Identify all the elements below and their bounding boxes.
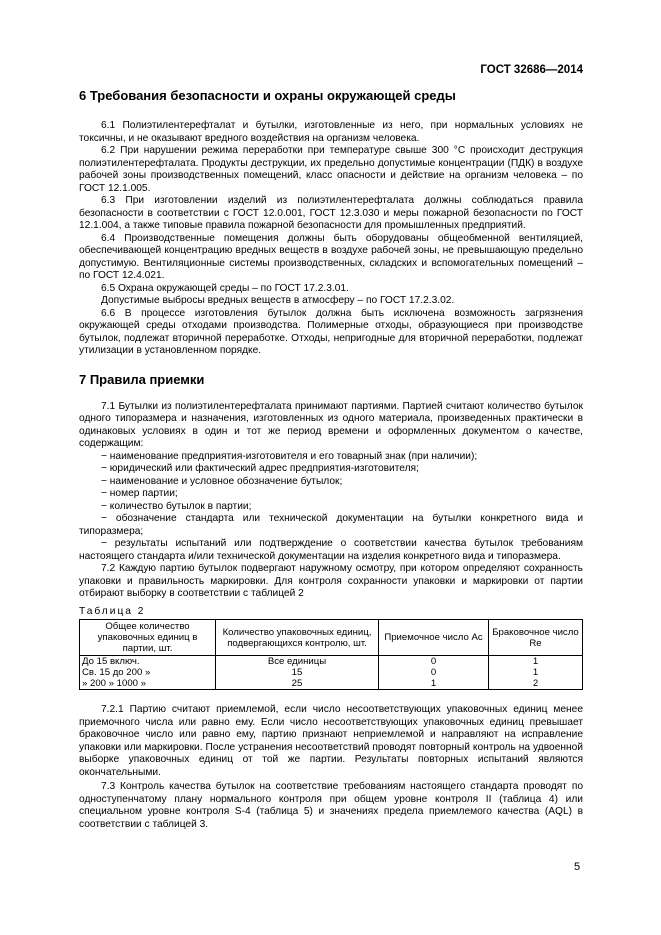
table-cell: 15 xyxy=(216,667,379,678)
table-row xyxy=(80,678,583,690)
header-sample-size: Количество упаковочных единиц, подвергающихся контролю, шт. xyxy=(216,620,379,656)
list-item: − наименование предприятия-изготовителя и его товарный знак (при наличии); xyxy=(101,450,478,462)
section-7-title: 7 Правила приемки xyxy=(79,371,205,387)
list-item: − количество бутылок в партии; xyxy=(101,500,252,512)
dash-marker: − xyxy=(101,488,110,499)
table-caption: Таблица 2 xyxy=(79,605,144,617)
standard-code: ГОСТ 32686—2014 xyxy=(480,64,583,76)
table-row xyxy=(80,667,583,678)
table-cell: 1 xyxy=(489,656,583,668)
table-cell: 1 xyxy=(489,667,583,678)
header-acceptance-number: Приемочное число Ac xyxy=(379,620,489,656)
paragraph-7-1: 7.1 Бутылки из полиэтилентерефталата принимают партиями. Партией считают количество бутылок одного типоразмера и назначения, изготовленных из одного материала, произведенных практически в одинаковых условиях в один и тот же период времени и оформленных документом о качестве, содержащим: xyxy=(79,400,583,449)
section-6-title: 6 Требования безопасности и охраны окружающей среды xyxy=(79,88,456,103)
paragraph-7-2: 7.2 Каждую партию бутылок подвергают наружному осмотру, при котором определяют сохранность упаковки и правильность маркировки. Для контроля сохранности упаковки и маркировки от партии отбирают выборку в соответствии с таблицей 2 xyxy=(79,563,583,599)
header-lot-size: Общее количество упаковочных единиц в партии, шт. xyxy=(80,620,216,656)
paragraph-6-2: 6.2 При нарушении режима переработки при температуре свыше 300 °С происходит деструкция полиэтилентерефталата. Продукты деструкции, их предельно допустимые концентрации (ПДК) в воздухе рабочей зоны производственных помещений, класс опасности и действие на организм человека – по ГОСТ 12.1.005. xyxy=(79,145,583,194)
paragraph-6-6: 6.6 В процессе изготовления бутылок должна быть исключена возможность загрязнения окружающей среды отходами производства. Полимерные отходы, образующиеся при производстве бутылок, подлежат вторичной переработке. Отходы, непригодные для вторичной переработки, подлежат утилизации в установленном порядке. xyxy=(79,307,583,356)
table-cell: 25 xyxy=(216,678,379,690)
paragraph-6-4: 6.4 Производственные помещения должны быть оборудованы общеобменной вентиляцией, обеспечивающей концентрацию вредных веществ в воздухе рабочей зоны, не превышающую предельно допустимую. Вентиляционные системы производственных, складских и вспомогательных помещений – по ГОСТ 12.4.021. xyxy=(79,232,583,281)
dash-marker: − xyxy=(101,513,116,524)
table-cell: До 15 включ. xyxy=(80,656,216,668)
page-number: 5 xyxy=(574,861,581,873)
table-cell: Св. 15 до 200 » xyxy=(80,667,216,678)
dash-marker: − xyxy=(101,475,110,487)
paragraph-7-3: 7.3 Контроль качества бутылок на соответствие требованиям настоящего стандарта проводят по одноступенчатому плану нормального контроля при общем уровне контроля II (таблица 4) или специальном уровне контроля S-4 (таблица 5) и значениях предела приемлемого качества (AQL) в соответствии с таблицей 3. xyxy=(79,781,583,830)
section-6-body xyxy=(79,120,583,358)
table-cell: » 200 » 1000 » xyxy=(80,678,216,690)
table-cell: 0 xyxy=(379,656,489,668)
paragraph-7-2-1: 7.2.1 Партию считают приемлемой, если число несоответствующих упаковочных единиц менее приемочного числа или равно ему. Если число несоответствующих упаковочных единиц превышает браковочное число или равно ему, партию признают неприемлемой и направляют на исправление упаковки или маркировки. После устранения несоответствий проводят повторный контроль на удвоенной выборке упаковочных единиц от той же партии. Результаты повторных испытаний являются окончательными. xyxy=(79,704,583,778)
dash-marker: − xyxy=(101,500,110,512)
dash-marker: − xyxy=(101,450,110,462)
table-row xyxy=(80,656,583,668)
table-cell: Все единицы xyxy=(216,656,379,668)
paragraph-6-5-emissions: Допустимые выбросы вредных веществ в атмосферу – по ГОСТ 17.2.3.02. xyxy=(101,295,455,306)
dash-marker: − xyxy=(101,463,110,474)
table-cell: 0 xyxy=(379,667,489,678)
list-item: − номер партии; xyxy=(101,488,178,499)
list-item: − наименование и условное обозначение бутылок; xyxy=(101,475,343,487)
table-header-row xyxy=(80,620,583,656)
table-cell: 2 xyxy=(489,678,583,690)
paragraph-6-5: 6.5 Охрана окружающей среды – по ГОСТ 17.2.3.01. xyxy=(101,282,349,294)
quality-document-list xyxy=(79,451,583,564)
header-rejection-number: Браковочное число Re xyxy=(489,620,583,656)
paragraph-6-1: 6.1 Полиэтилентерефталат и бутылки, изготовленные из него, при нормальных условиях не токсичны, и не оказывают вредного воздействия на организм человека. xyxy=(79,120,583,144)
table-cell: 1 xyxy=(379,678,489,690)
page-content xyxy=(79,88,583,831)
list-item: − юридический или фактический адрес предприятия-изготовителя; xyxy=(101,463,419,474)
sampling-table xyxy=(79,619,583,690)
list-item: − результаты испытаний или подтверждение о соответствии качества бутылок требованиям настоящего стандарта и/или технической документации на изделия конкретного вида и типоразмера. xyxy=(79,538,583,562)
dash-marker: − xyxy=(101,538,115,549)
paragraph-6-3: 6.3 При изготовлении изделий из полиэтилентерефталата должны соблюдаться правила безопасности в соответствии с ГОСТ 12.0.001, ГОСТ 12.3.030 и меры пожарной безопасности по ГОСТ 12.1.004, а также типовые правила пожарной безопасности для промышленных предприятий. xyxy=(79,195,583,231)
list-item: − обозначение стандарта или технической документации на бутылки конкретного вида и типоразмера; xyxy=(79,513,584,537)
